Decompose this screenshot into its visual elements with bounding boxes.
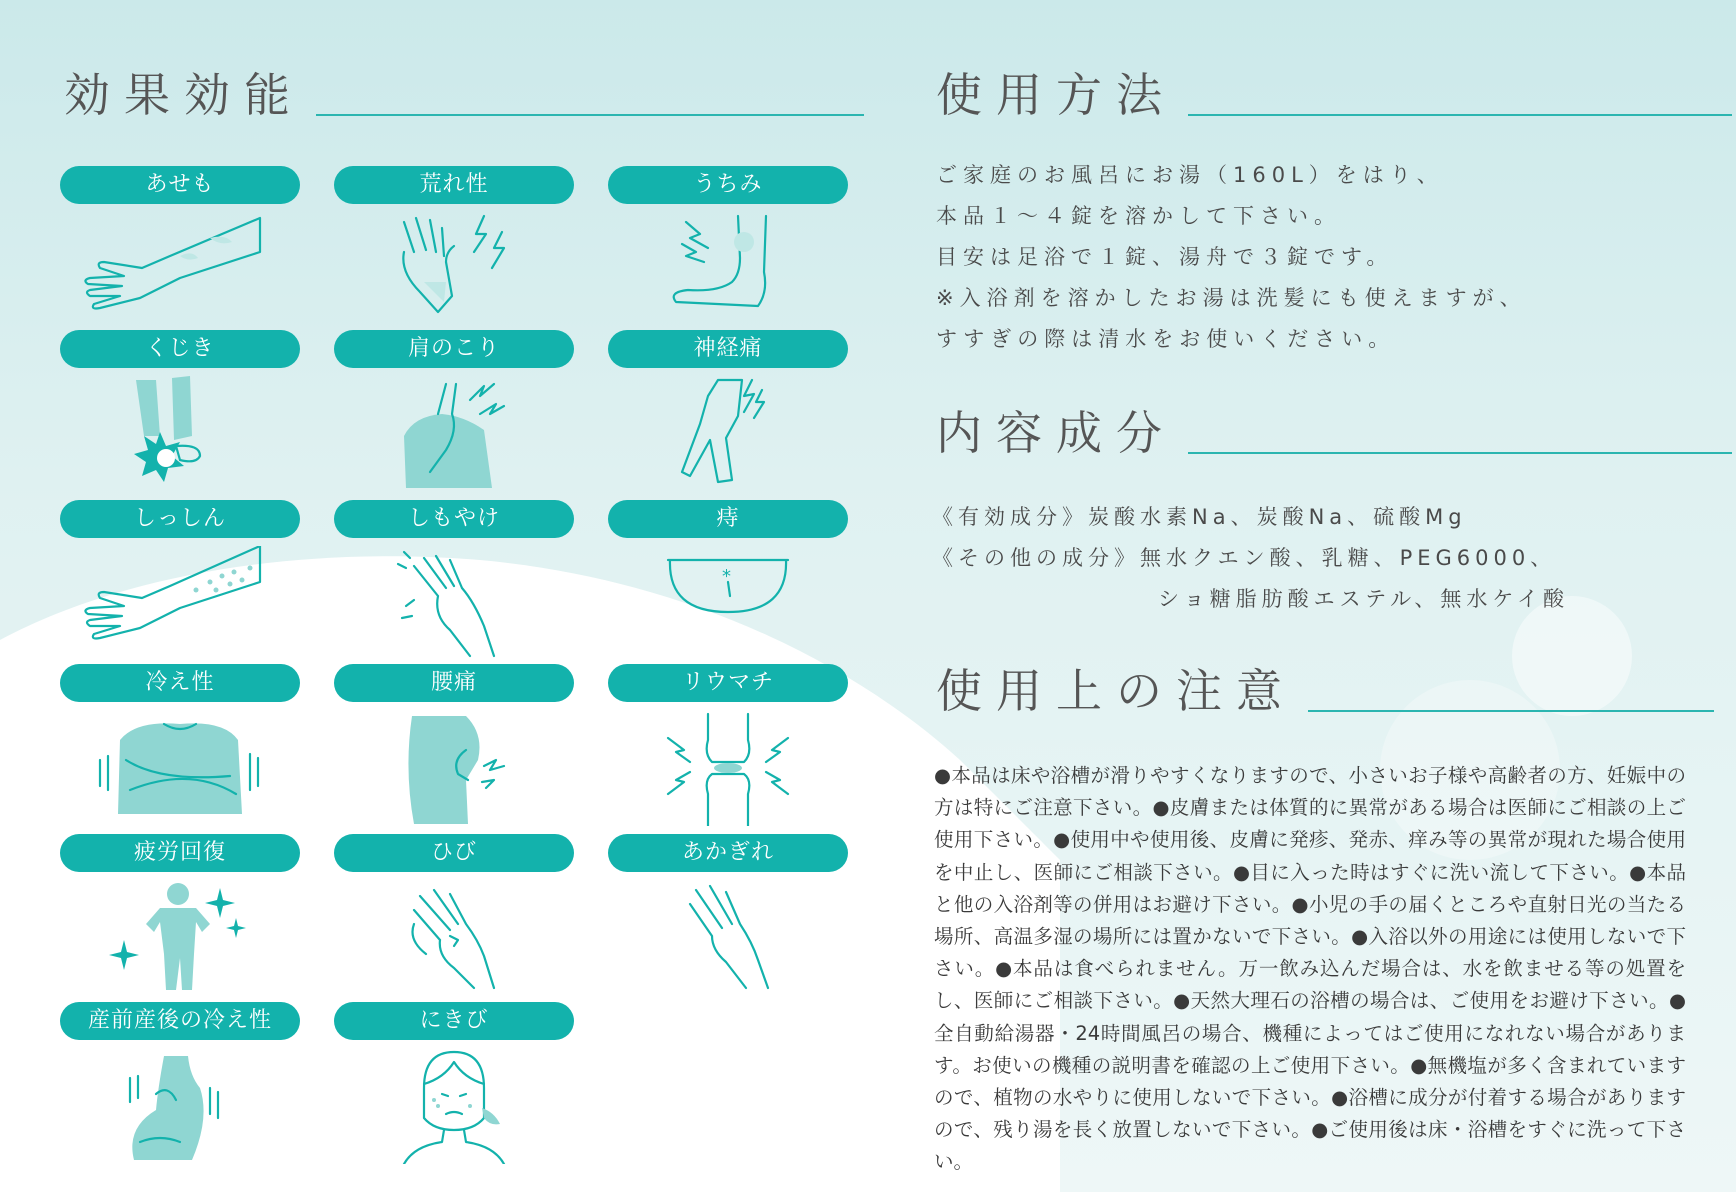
rough-hands-icon (334, 212, 574, 328)
effect-label: 産前産後の冷え性 (60, 1002, 300, 1040)
hemorrhoid-icon (608, 546, 848, 662)
effect-label: 荒れ性 (334, 166, 574, 204)
back-pain-icon (334, 710, 574, 826)
usage-line: ※入浴剤を溶かしたお湯は洗髪にも使えますが、 (936, 286, 1527, 310)
effect-label: 神経痛 (608, 330, 848, 368)
effects-heading (64, 68, 864, 122)
ingredients-heading (936, 406, 1732, 460)
arm-rash-icon (60, 212, 300, 328)
effect-item (60, 166, 300, 326)
effects-title: 効果効能 (64, 68, 304, 122)
acne-face-icon (334, 1048, 574, 1164)
usage-line: すすぎの際は清水をお使いください。 (936, 327, 1396, 351)
caution-heading (936, 664, 1714, 718)
effect-label: ひび (334, 834, 574, 872)
ingredients-line: 《有効成分》炭酸水素Na、炭酸Na、硫酸Mg (932, 505, 1467, 529)
caution-title-rule (1308, 710, 1714, 712)
effect-item (608, 500, 848, 660)
effect-label: あかぎれ (608, 834, 848, 872)
effect-item (334, 664, 574, 824)
effect-label: リウマチ (608, 664, 848, 702)
pregnancy-chill-icon (60, 1048, 300, 1164)
usage-line: ご家庭のお風呂にお湯（160L）をはり、 (936, 163, 1444, 187)
effect-item (334, 834, 574, 994)
effect-item (608, 330, 848, 490)
effect-label: 肩のこり (334, 330, 574, 368)
usage-line: 本品１～４錠を溶かして下さい。 (936, 204, 1341, 228)
effect-item (60, 664, 300, 824)
effect-item (60, 834, 300, 994)
caution-title: 使用上の注意 (936, 664, 1296, 718)
usage-title: 使用方法 (936, 68, 1176, 122)
effect-label: 痔 (608, 500, 848, 538)
joint-pain-icon (608, 710, 848, 826)
effect-item (608, 834, 848, 994)
sprained-ankle-icon (60, 376, 300, 492)
chilblain-hands-icon (334, 546, 574, 662)
effect-label: 冷え性 (60, 664, 300, 702)
usage-body (936, 155, 1527, 360)
ingredients-title-rule (1188, 452, 1732, 454)
effect-label: 疲労回復 (60, 834, 300, 872)
effect-item (334, 330, 574, 490)
chapped-hand-icon (608, 880, 848, 996)
effect-label: しもやけ (334, 500, 574, 538)
nerve-pain-legs-icon (608, 376, 848, 492)
usage-line: 目安は足浴で１錠、湯舟で３錠です。 (936, 245, 1394, 269)
eczema-arm-icon (60, 546, 300, 662)
effect-item (334, 166, 574, 326)
effect-item (334, 500, 574, 660)
bruised-foot-icon (608, 212, 848, 328)
usage-heading (936, 68, 1732, 122)
ingredients-body (932, 497, 1569, 620)
stiff-shoulder-icon (334, 376, 574, 492)
effect-label: にきび (334, 1002, 574, 1040)
caution-body: ●本品は床や浴槽が滑りやすくなりますので、小さいお子様や高齢者の方、妊娠中の方は特にご注意下さい。●皮膚または体質的に異常がある場合は医師にご相談の上ご使用下さい。●使用中や使用後、皮膚に発疹、発赤、痒み等の異常が現れた場合使用を中止し、医師にご相談下さい。●目に入った時はすぐに洗い流して下さい。●本品と他の入浴剤等の併用はお避け下さい。●小児の手の届くところや直射日光の当たる場所、高温多湿の場所には置かないで下さい。●入浴以外の用途には使用しないで下さい。●本品は食べられません。万一飲み込んだ場合は、水を飲ませる等の処置をし、医師にご相談下さい。●天然大理石の浴槽の場合は、ご使用をお避け下さい。●全自動給湯器・24時間風呂の場合、機種によってはご使用になれない場合があります。お使いの機種の説明書を確認の上ご使用下さい。●無機塩が多く含まれていますので、植物の水やりに使用しないで下さい。●浴槽に成分が付着する場合がありますので、残り湯を長く放置しないで下さい。●ご使用後は床・浴槽をすぐに洗って下さい。 (934, 764, 1686, 1174)
effect-label: 腰痛 (334, 664, 574, 702)
effect-label: あせも (60, 166, 300, 204)
effect-item (60, 500, 300, 660)
cracked-hand-icon (334, 880, 574, 996)
effect-item (608, 664, 848, 824)
effect-label: くじき (60, 330, 300, 368)
effects-title-rule (316, 114, 864, 116)
ingredients-line: 《その他の成分》無水クエン酸、乳糖、PEG6000、 (932, 546, 1557, 570)
effect-item (60, 1002, 300, 1162)
ingredients-title: 内容成分 (936, 406, 1176, 460)
effect-item (608, 166, 848, 326)
usage-title-rule (1188, 114, 1732, 116)
fatigue-recovery-icon (60, 880, 300, 996)
ingredients-line: ショ糖脂肪酸エステル、無水ケイ酸 (1158, 587, 1569, 611)
effect-label: しっしん (60, 500, 300, 538)
effect-item (60, 330, 300, 490)
effect-item (334, 1002, 574, 1162)
effect-label: うちみ (608, 166, 848, 204)
svg-text:*: * (722, 566, 731, 587)
cold-body-icon (60, 710, 300, 826)
